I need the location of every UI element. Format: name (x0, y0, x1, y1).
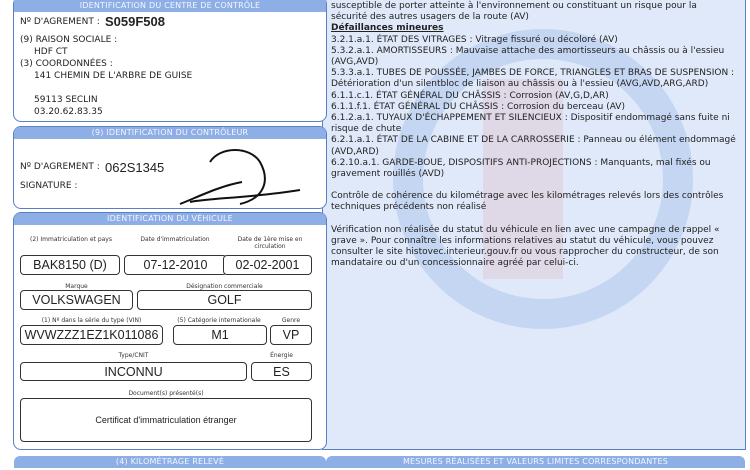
centre-header: IDENTIFICATION DU CENTRE DE CONTRÔLE (14, 0, 326, 12)
defaillance-item: 6.2.10.a.1. GARDE-BOUE, DISPOSITIFS ANTI-PROJECTIONS : Manquants, mal fixés ou gravement rouillés (AVD) (331, 157, 711, 180)
controleur-agrement-label: Nº D'AGREMENT : (20, 162, 100, 172)
defaillance-intro: susceptible de porter atteinte à l'environnement ou constituant un risque pour la (331, 1, 697, 11)
docs-label: Document(s) présenté(s) (128, 390, 204, 397)
date-immat-label: Date d'immatriculation (140, 236, 210, 243)
phone: 03.20.62.83.35 (34, 107, 103, 117)
defaillance-item: 6.1.1.f.1. ÉTAT GÉNÉRAL DU CHÂSSIS : Corrosion du berceau (AV) (331, 101, 625, 112)
defaillances-mineures-title: Défaillances mineures (331, 23, 444, 34)
centre-agrement-label: Nº D'AGREMENT : (20, 17, 100, 27)
immat-label: (2) Immatriculation et pays (30, 236, 112, 243)
defaillance-item: 6.1.2.a.1. TUYAUX D'ÉCHAPPEMENT ET SILENCIEUX : Dispositif endommagé sans fuite ni risque de chute (331, 113, 730, 135)
categorie-label: (5) Catégorie internationale (177, 317, 261, 324)
energie-label: Énergie (270, 352, 293, 359)
signature-label: SIGNATURE : (20, 181, 78, 191)
designation-field: GOLF (137, 290, 312, 310)
vin-field: WVWZZZ1EZ1K011086 (20, 325, 163, 345)
rappel-note: Vérification non réalisée du statut du véhicule en lien avec une campagne de rappel « grave ». Pour connaître les informations relatives au statut du véhicule, vous pouvez consulter le site histovec.interieur.gouv.fr ou vous rapprocher du constructeur, de son mandataire ou d'un concessionnaire agréé par celui-ci. (331, 224, 720, 269)
docs-field: Certificat d'immatriculation étranger (20, 398, 312, 442)
defaillance-item: 5.3.2.a.1. AMORTISSEURS : Mauvaise attache des amortisseurs au châssis ou à l'essieu (AVG,AVD) (331, 45, 725, 68)
controleur-header: (9) IDENTIFICATION DU CONTRÔLEUR (14, 127, 326, 139)
energie-field: ES (251, 362, 312, 381)
defaillance-item: 6.2.1.a.1. ÉTAT DE LA CABINE ET DE LA CARROSSERIE : Panneau ou élément endommagé (AVD,ARD) (331, 135, 736, 157)
marque-label: Marque (65, 283, 88, 290)
vin-label: (1) Nº dans la série du type (VIN) (41, 317, 142, 324)
mesures-header: MESURES RÉALISÉES ET VALEURS LIMITES CORRESPONDANTES (326, 456, 745, 468)
marque-field: VOLKSWAGEN (20, 290, 133, 310)
defaillance-item: 6.1.1.c.1. ÉTAT GÉNÉRAL DU CHÂSSIS : Corrosion (AV,G,D,AR) (331, 90, 609, 101)
date-circ-field: 02-02-2001 (223, 255, 312, 275)
city: 59113 SECLIN (34, 95, 98, 105)
signature-image (170, 140, 310, 208)
date-circ-label: Date de 1ère mise en circulation (237, 236, 303, 250)
genre-field: VP (270, 325, 312, 345)
controleur-agrement: 062S1345 (105, 160, 165, 175)
vehicule-header: IDENTIFICATION DU VÉHICULE (14, 213, 326, 225)
type-label: Type/CNIT (118, 352, 149, 359)
designation-label: Désignation commerciale (186, 283, 263, 290)
raison-label: (9) RAISON SOCIALE : (20, 35, 118, 45)
type-field: INCONNU (20, 362, 247, 381)
defaillance-intro: sécurité des autres usagers de la route (AV) (331, 12, 529, 23)
defaillances-panel (322, 0, 746, 450)
defaillance-item: 5.3.3.a.1. TUBES DE POUSSÉE, JAMBES DE FORCE, TRIANGLES ET BRAS DE SUSPENSION : Détérioration d'un silentbloc de liaison au châssis ou à l'essieu (AVG,AVD,ARG,ARD) (331, 68, 735, 90)
categorie-field: M1 (173, 325, 267, 345)
kilometrage-header: (4) KILOMÉTRAGE RELEVÉ (14, 456, 326, 468)
genre-label: Genre (281, 317, 301, 324)
centre-agrement: S059F508 (105, 14, 165, 29)
km-note: Contrôle de cohérence du kilométrage avec les kilométrages relevés lors des contrôles techniques précédents non réalisé (331, 191, 724, 213)
raison-value: HDF CT (34, 47, 68, 57)
defaillance-item: 3.2.1.a.1. ÉTAT DES VITRAGES : Vitrage fissuré ou décoloré (AV) (331, 34, 618, 45)
coord-label: (3) COORDONNÉES : (20, 59, 113, 69)
address: 141 CHEMIN DE L'ARBRE DE GUISE (34, 71, 193, 81)
immat-field: BAK8150 (D) (20, 255, 120, 275)
date-immat-field: 07-12-2010 (124, 255, 227, 275)
